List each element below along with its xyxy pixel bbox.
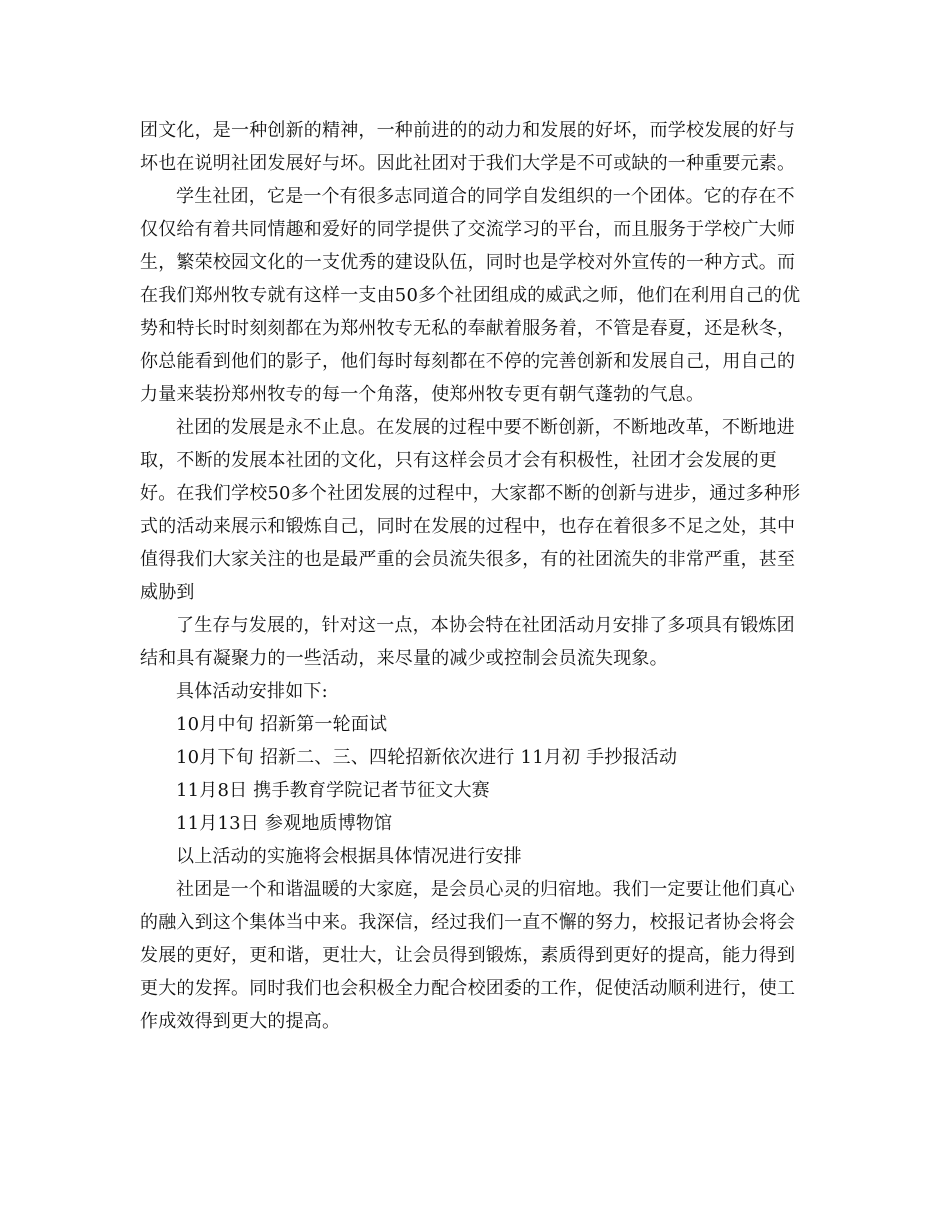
paragraph-1: 团文化，是一种创新的精神，一种前进的的动力和发展的好坏，而学校发展的好与坏也在说明社团发展好与坏。因此社团对于我们大学是不可或缺的一种重要元素。 [140, 120, 796, 174]
schedule-item-1: 10月中旬 招新第一轮面试 [176, 714, 388, 735]
schedule-item-2: 10月下旬 招新二、三、四轮招新依次进行 11月初 手抄报活动 [176, 747, 678, 768]
paragraph-4: 了生存与发展的，针对这一点，本协会特在社团活动月安排了多项具有锻炼团结和具有凝聚力的一些活动，来尽量的减少或控制会员流失现象。 [140, 615, 795, 669]
schedule-item-3: 11月8日 携手教育学院记者节征文大赛 [176, 780, 490, 801]
document-body [140, 114, 812, 1038]
schedule-item-4: 11月13日 参观地质博物馆 [176, 813, 393, 834]
schedule-note: 以上活动的实施将会根据具体情况进行安排 [176, 846, 522, 867]
closing-paragraph: 社团是一个和谐温暖的大家庭，是会员心灵的归宿地。我们一定要让他们真心的融入到这个集体当中来。我深信，经过我们一直不懈的努力，校报记者协会将会发展的更好，更和谐，更壮大，让会员得到锻炼，素质得到更好的提高，能力得到更大的发挥。同时我们也会积极全力配合校团委的工作，促使活动顺利进行，使工作成效得到更大的提高。 [140, 879, 796, 1032]
paragraph-3: 社团的发展是永不止息。在发展的过程中要不断创新，不断地改革，不断地进取，不断的发展本社团的文化，只有这样会员才会有积极性，社团才会发展的更好。在我们学校50多个社团发展的过程中，大家都不断的创新与进步，通过多种形式的活动来展示和锻炼自己，同时在发展的过程中，也存在着很多不足之处，其中值得我们大家关注的也是最严重的会员流失很多，有的社团流失的非常严重，甚至威胁到 [140, 417, 801, 603]
schedule-intro: 具体活动安排如下: [176, 681, 328, 702]
paragraph-2: 学生社团，它是一个有很多志同道合的同学自发组织的一个团体。它的存在不仅仅给有着共同情趣和爱好的同学提供了交流学习的平台，而且服务于学校广大师生，繁荣校园文化的一支优秀的建设队伍，同时也是学校对外宣传的一种方式。而在我们郑州牧专就有这样一支由50多个社团组成的威武之师，他们在利用自己的优势和特长时时刻刻都在为郑州牧专无私的奉献着服务着，不管是春夏，还是秋冬，你总能看到他们的影子，他们每时每刻都在不停的完善创新和发展自己，用自己的力量来装扮郑州牧专的每一个角落，使郑州牧专更有朝气蓬勃的气息。 [140, 186, 801, 405]
